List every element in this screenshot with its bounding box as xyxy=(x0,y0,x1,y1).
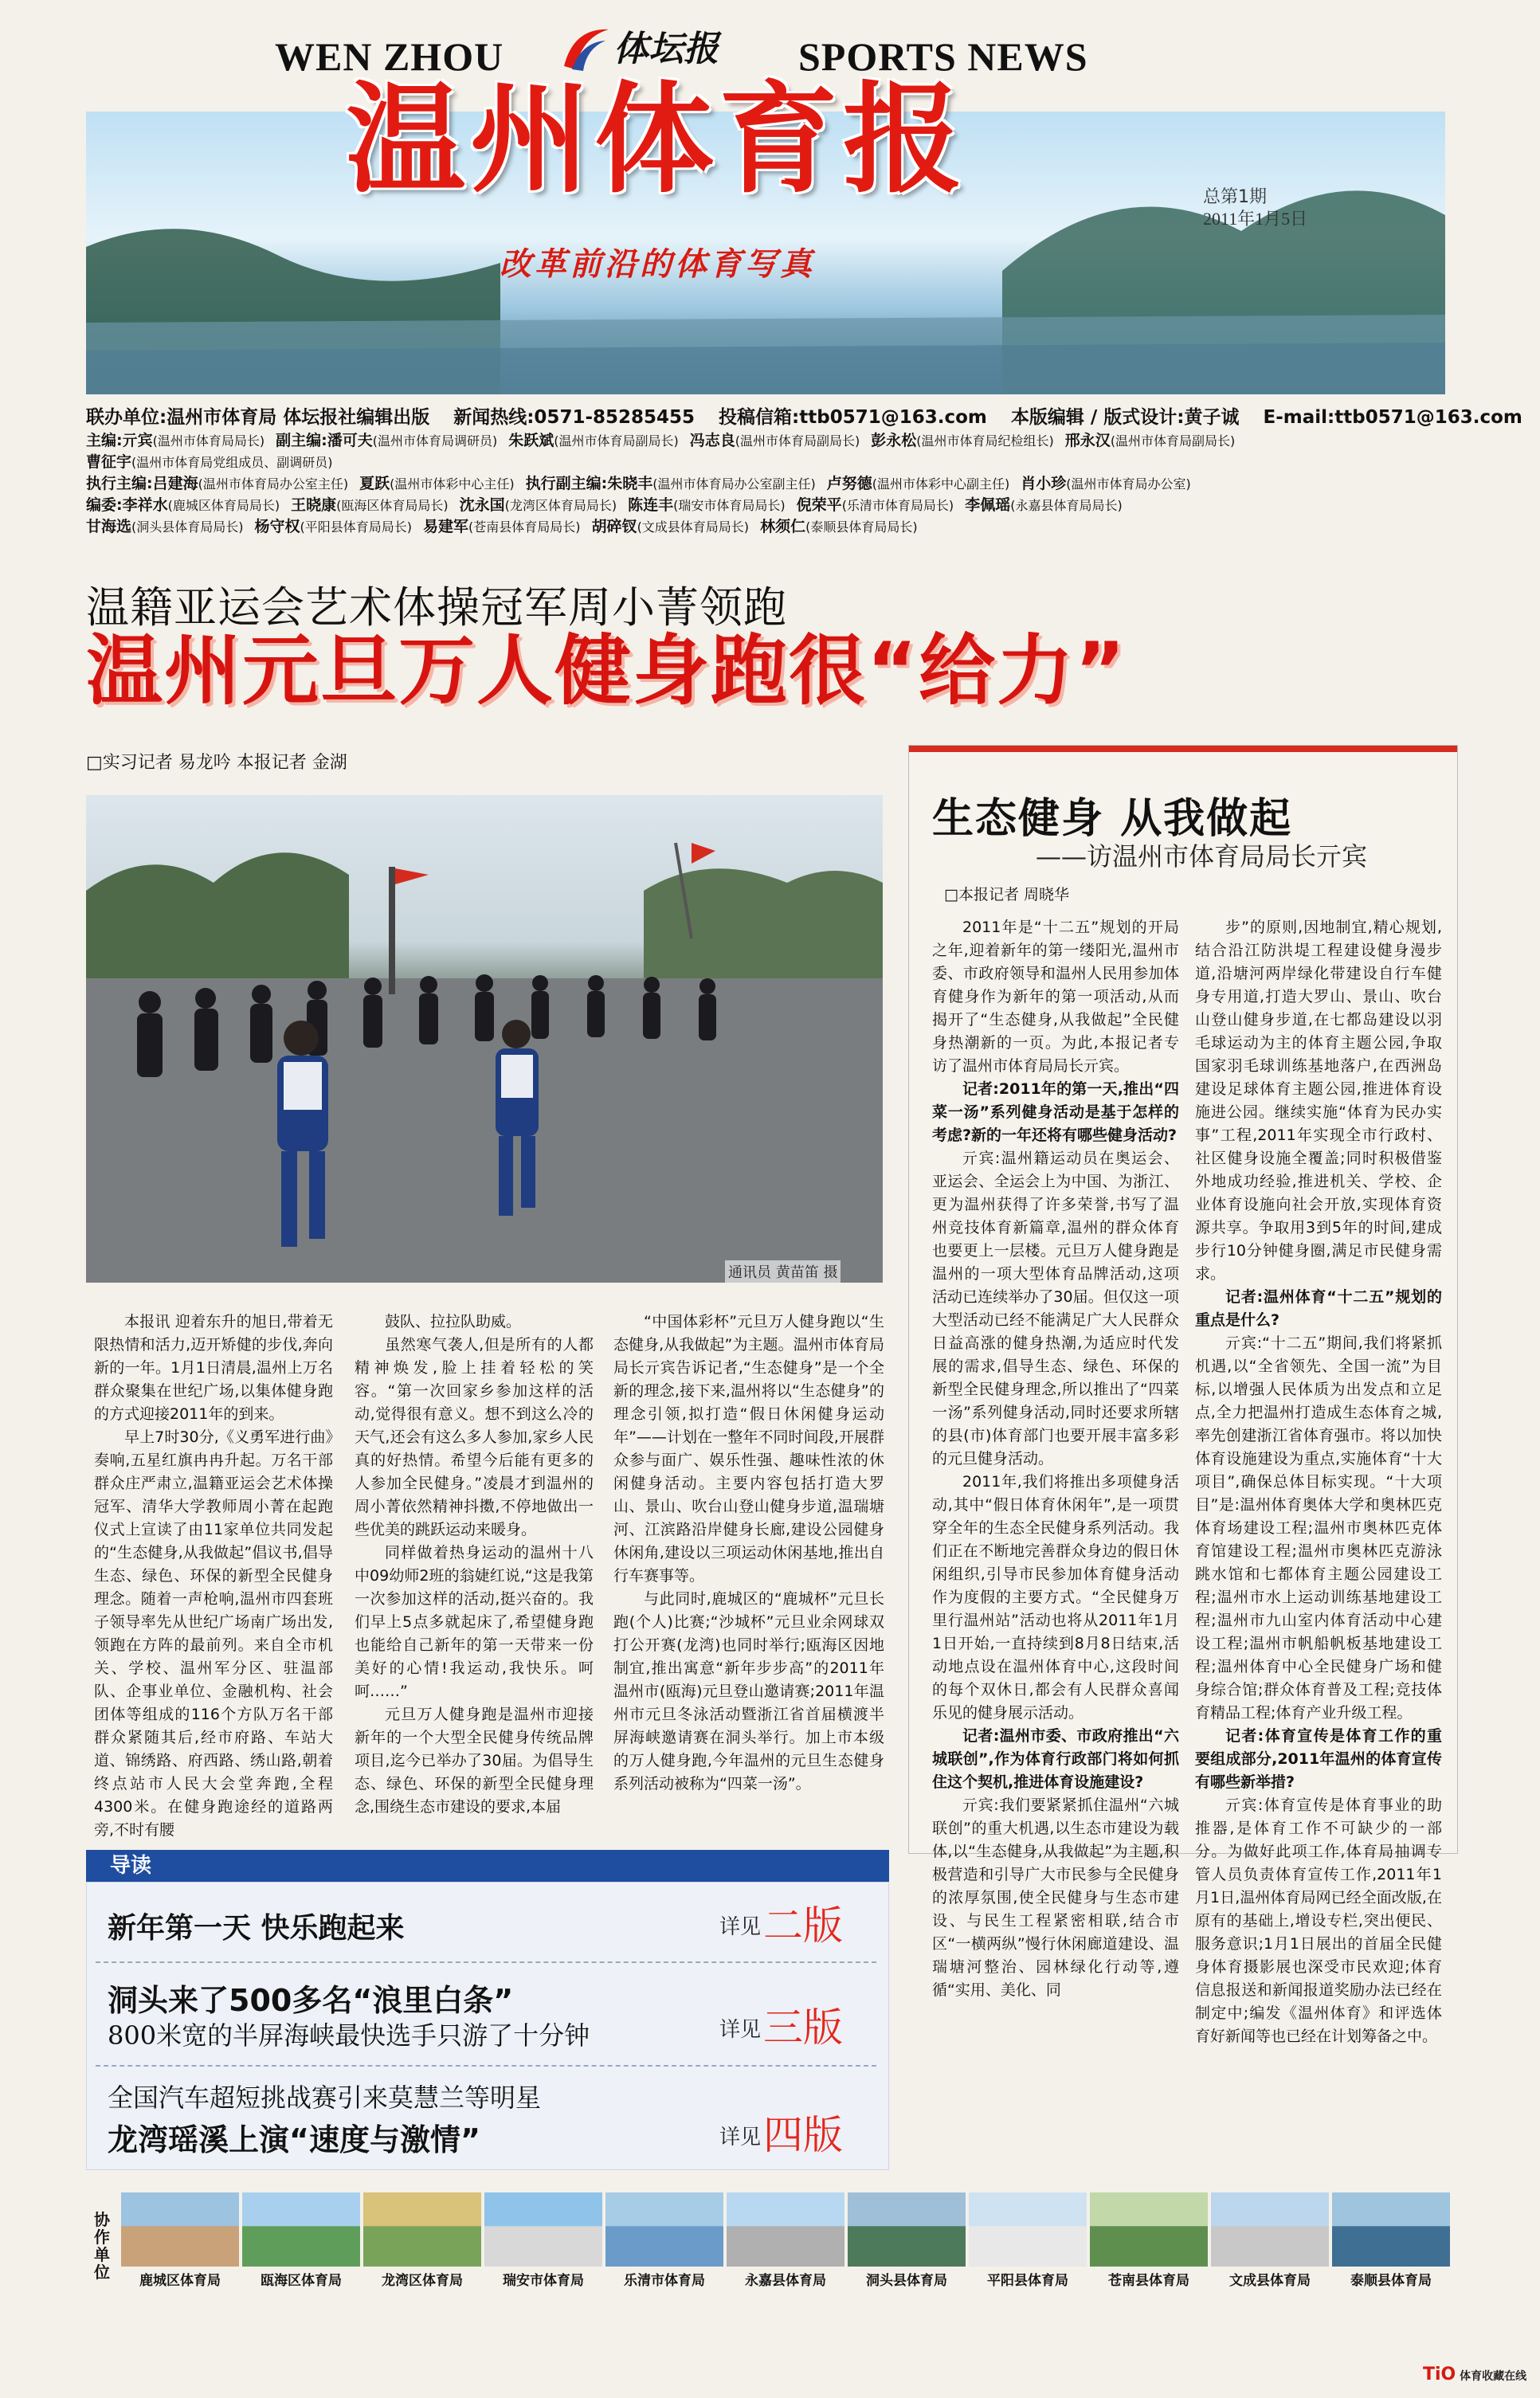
staff-title: (温州市体育局党组成员、副调研员) xyxy=(131,455,333,470)
masthead-english-left: WEN ZHOU xyxy=(275,34,504,79)
interview-question: 记者:温州市委、市政府推出“六城联创”,作为体育行政部门将如何抓住这个契机,推进体育设施建设? xyxy=(932,1727,1179,1791)
staff-title: (温州市体彩中心副主任) xyxy=(872,476,1010,492)
article-byline: □实习记者 易龙吟 本报记者 金湖 xyxy=(86,753,347,773)
interview-paragraph: 亓宾:体育宣传是体育事业的助推器,是体育工作不可缺少的一部分。为做好此项工作,体育局抽调专管人员负责体育宣传工作,2011年1月1日,温州体育局网已经全面改版,在原有的基础上,增设专栏,突出便民、服务意识;1月1日展出的首届全民健身体育摄影展也深受市民欢迎;体育信息报送和新闻报道奖励办法已经在制定中;编发《温州体育》和评选体育好新闻等也已经在计划筹备之中。 xyxy=(1195,1797,1442,2045)
cooperating-units-label: 协作单位 xyxy=(94,2210,110,2282)
unit-photo xyxy=(121,2192,239,2267)
unit-photo xyxy=(605,2192,723,2267)
staff-title: (瓯海区体育局局长) xyxy=(336,498,449,513)
staff-title: (温州市体育局办公室主任) xyxy=(198,476,349,492)
staff-title: (平阳县体育局局长) xyxy=(300,519,413,535)
staff-entry xyxy=(423,518,581,535)
runners-illustration xyxy=(86,795,883,1283)
staff-title: (文成县体育局局长) xyxy=(637,519,750,535)
unit-card[interactable] xyxy=(121,2192,239,2288)
staff-line xyxy=(86,430,1456,452)
editor-email: E-mail:ttb0571@163.com xyxy=(1263,407,1522,428)
unit-photo xyxy=(1332,2192,1450,2267)
paragraph: 早上7时30分,《义勇军进行曲》奏响,五星红旗冉冉升起。万名干部群众庄严肃立,温籍亚运会艺术体操冠军、清华大学教师周小菁在起跑仪式上宣读了由11家单位共同发起的“生态健身,从我做起”倡议书,倡导生态、绿色、环保的新型全民健身理念。随着一声枪响,温州市四套班子领导率先从世纪广场南广场出发,领跑在方阵的最前列。来自全市机关、学校、温州军分区、驻温部队、企事业单位、金融机构、社会团体等组成的116个方队万名干部群众紧随其后,经市府路、车站大道、锦绣路、府西路、绣山路,朝着终点站市人民大会堂奔跑,全程4300米。在健身跑途经的道路两旁,不时有腰 xyxy=(94,1428,333,1839)
photo-credit: 通讯员 黄苗笛 摄 xyxy=(725,1260,841,1283)
unit-card[interactable] xyxy=(1332,2192,1450,2288)
staff-entry xyxy=(86,453,333,471)
staff-name: 甘海选 xyxy=(86,518,132,535)
unit-card[interactable] xyxy=(484,2192,602,2288)
staff-name: 沈永国 xyxy=(459,496,505,514)
unit-label: 洞头县体育局 xyxy=(866,2273,947,2289)
unit-card[interactable] xyxy=(969,2192,1087,2288)
interview-paragraph: 步”的原则,因地制宜,精心规划,结合沿江防洪堤工程建设健身漫步道,沿塘河两岸绿化带建设自行车健身专用道,打造大罗山、景山、吹台山登山健身步道,在七都岛建设以羽毛球运动为主的体育主题公园,争取国家羽毛球训练基地落户,在西洲岛建设足球体育主题公园,推进体育设施进公园。继续实施“体育为民办实事”工程,2011年实现全市行政村、社区健身设施全覆盖;同时积极借鉴外地成功经验,推进机关、学校、企业体育设施向社会开放,实现体育资源共享。争取用3到5年的时间,建成步行10分钟健身圈,满足市民健身需求。 xyxy=(1195,919,1442,1283)
staff-title: (温州市体彩中心主任) xyxy=(390,476,515,492)
staff-name: 卢努德 xyxy=(826,475,872,492)
staff-role: 主编: xyxy=(86,432,123,449)
article-headline: 温州元旦万人健身跑很“给力” xyxy=(86,626,1127,715)
staff-title: (泰顺县体育局局长) xyxy=(805,519,918,535)
unit-label: 鹿城区体育局 xyxy=(139,2273,221,2289)
staff-title: (永嘉县体育局局长) xyxy=(1010,498,1123,513)
staff-title: (龙湾区体育局局长) xyxy=(504,498,617,513)
unit-label: 瓯海区体育局 xyxy=(261,2273,342,2289)
staff-title: (苍南县体育局局长) xyxy=(468,519,581,535)
page-editor: 本版编辑 / 版式设计:黄子诚 xyxy=(1010,407,1240,428)
staff-title: (洞头县体育局局长) xyxy=(131,519,244,535)
unit-label: 平阳县体育局 xyxy=(987,2273,1068,2289)
guide-title: 龙湾瑶溪上演“速度与激情” xyxy=(108,2122,480,2157)
interview-question: 记者:温州体育“十二五”规划的重点是什么? xyxy=(1195,1288,1442,1329)
unit-card[interactable] xyxy=(727,2192,844,2288)
unit-photo xyxy=(727,2192,844,2267)
unit-photo xyxy=(969,2192,1087,2267)
staff-entry xyxy=(592,518,750,535)
staff-entry xyxy=(86,518,244,535)
guide-divider xyxy=(96,2065,876,2067)
staff-entry xyxy=(965,496,1123,514)
paragraph: “中国体彩杯”元旦万人健身跑以“生态健身,从我做起”为主题。温州市体育局局长亓宾告诉记者,“生态健身”是一个全新的理念,接下来,温州将以“生态健身”的理念引领,拟打造“假日休闲健身运动年”——计划在一整年不同时间段,开展群众参与面广、娱乐性强、趣味性浓的休闲健身活动。主要内容包括打造大罗山、景山、吹台山登山健身步道,温瑞塘河、江滨路沿岸健身长廊,建设公园健身休闲角,建设以三项运动休闲基地,推出自行车赛事等。 xyxy=(613,1313,884,1585)
paragraph: 与此同时,鹿城区的“鹿城杯”元旦长跑(个人)比赛;“沙城杯”元旦业余网球双打公开赛(龙湾)也同时举行;瓯海区因地制宜,推出寓意“新年步步高”的2011年温州市(瓯海)元旦登山邀请赛;2011年温州市元旦冬泳活动暨浙江省首届横渡半屏海峡邀请赛在洞头举行。加上市本级的万人健身跑,今年温州的元旦生态健身系列活动被称为“四菜一汤”。 xyxy=(613,1590,884,1793)
staff-title: (温州市体育局调研员) xyxy=(372,433,498,449)
submission-email: 投稿信箱:ttb0571@163.com xyxy=(719,407,987,428)
interview-paragraph: 亓宾:“十二五”期间,我们将紧抓机遇,以“全省领先、全国一流”为目标,以增强人民体质为出发点和立足点,全力把温州打造成生态体育之城,率先创建浙江省体育强市。将以加快体育设施建设为重点,实施体育“十大项目”,确保总体目标实现。“十大项目”是:温州体育奥体大学和奥林匹克体育场建设工程;温州市奥林匹克体育馆建设工程;温州市奥林匹克游泳跳水馆和七都体育主题公园建设工程;温州市水上运动训练基地建设工程;温州市九山室内体育活动中心建设工程;温州市帆船帆板基地建设工程;温州体育中心全民健身广场和健身综合馆;群众体育普及工程;竞技体育精品工程;体育产业升级工程。 xyxy=(1195,1334,1442,1722)
staff-name: 杨守权 xyxy=(254,518,300,535)
unit-card[interactable] xyxy=(1090,2192,1208,2288)
unit-label: 泰顺县体育局 xyxy=(1350,2273,1432,2289)
staff-title: (温州市体育局办公室) xyxy=(1066,476,1191,492)
article-column-2 xyxy=(355,1311,594,1820)
interview-question: 记者:体育宣传是体育工作的重要组成部分,2011年温州的体育宣传有哪些新举措? xyxy=(1195,1727,1442,1791)
staff-name: 彭永松 xyxy=(871,432,917,449)
contact-line xyxy=(86,402,1522,429)
masthead-english-right: SPORTS NEWS xyxy=(798,34,1088,79)
staff-name: 倪荣平 xyxy=(796,496,842,514)
unit-label: 永嘉县体育局 xyxy=(745,2273,826,2289)
guide-see-label: 详见 xyxy=(719,2126,762,2149)
guide-divider xyxy=(96,1961,876,1963)
staff-entry xyxy=(86,496,280,514)
staff-name: 陈连丰 xyxy=(628,496,674,514)
staff-name: 冯志良 xyxy=(689,432,735,449)
guide-title: 新年第一天 快乐跑起来 xyxy=(108,1912,405,1945)
guide-see-label: 详见 xyxy=(719,1915,762,1939)
guide-subtitle: 800米宽的半屏海峡最快选手只游了十分钟 xyxy=(108,2020,590,2051)
staff-role: 副主编: xyxy=(276,432,327,449)
watermark xyxy=(1423,2365,1526,2384)
staff-role: 执行主编: xyxy=(86,475,153,492)
interview-paragraph: 2011年,我们将推出多项健身活动,其中“假日体育休闲年”,是一项贯穿全年的生态全民健身系列活动。我们正在不断地完善群众身边的假日休闲组织,引导市民参加体育健身活动作为度假的主要方式。“全民健身万里行温州站”活动也将从2011年1月1日开始,一直持续到8月8日结束,活动地点设在温州体育中心,这段时间的每个双休日,都会有人民群众喜闻乐见的健身展示活动。 xyxy=(932,1473,1179,1722)
staff-title: (温州市体育局副局长) xyxy=(735,433,860,449)
unit-card[interactable] xyxy=(605,2192,723,2288)
staff-entry xyxy=(628,496,786,514)
staff-entry xyxy=(359,475,515,492)
interview-title: 生态健身 从我做起 xyxy=(932,795,1293,843)
staff-name: 王晓康 xyxy=(291,496,337,514)
unit-label: 瑞安市体育局 xyxy=(503,2273,584,2289)
unit-card[interactable] xyxy=(1211,2192,1329,2288)
staff-line xyxy=(86,495,1456,516)
staff-line xyxy=(86,516,1456,538)
staff-line xyxy=(86,452,1456,473)
staff-name: 林须仁 xyxy=(760,518,806,535)
staff-entry xyxy=(291,496,449,514)
staff-name: 肖小珍 xyxy=(1021,475,1067,492)
newspaper-title: 温州体育报 xyxy=(346,69,968,210)
interview-byline: □本报记者 周晓华 xyxy=(944,886,1069,903)
staff-name: 朱晓丰 xyxy=(607,475,653,492)
staff-name: 易建军 xyxy=(423,518,469,535)
staff-name: 李祥水 xyxy=(122,496,168,514)
staff-line xyxy=(86,473,1456,495)
guide-subtitle: 全国汽车超短挑战赛引来莫慧兰等明星 xyxy=(108,2083,542,2113)
paragraph: 同样做着热身运动的温州十八中09幼师2班的翁婕红说,“这是我第一次参加这样的活动,挺兴奋的。我们早上5点多就起床了,希望健身跑也能给自己新年的第一天带来一份美好的心情!我运动,我快乐。呵呵……” xyxy=(355,1544,594,1700)
unit-label: 苍南县体育局 xyxy=(1108,2273,1189,2289)
article-column-3 xyxy=(613,1311,884,1820)
staff-entry xyxy=(760,518,918,535)
unit-label: 龙湾区体育局 xyxy=(382,2273,463,2289)
guide-see-label: 详见 xyxy=(719,2018,762,2042)
unit-label: 乐清市体育局 xyxy=(624,2273,705,2289)
unit-card[interactable] xyxy=(363,2192,481,2288)
watermark-brand: TiO xyxy=(1423,2365,1456,2384)
watermark-text: 体育收藏在线 xyxy=(1460,2370,1527,2383)
staff-name: 曹征宇 xyxy=(86,453,132,471)
staff-name: 邢永汉 xyxy=(1064,432,1111,449)
paragraph: 虽然寒气袭人,但是所有的人都精神焕发,脸上挂着轻松的笑容。“第一次回家乡参加这样的活动,觉得很有意义。想不到这么冷的天气,还会有这么多人参加,家乡人民真的好热情。希望今后能有更多的人参加全民健身。”凌晨才到温州的周小菁依然精神抖擞,不停地做出一些优美的跳跃运动来暖身。 xyxy=(355,1336,594,1538)
guide-page: 二版 xyxy=(763,1902,843,1949)
staff-name: 吕建海 xyxy=(152,475,198,492)
staff-entry xyxy=(1021,475,1191,492)
staff-name: 夏跃 xyxy=(359,475,390,492)
staff-entry xyxy=(690,432,860,449)
interview-question: 记者:2011年的第一天,推出“四菜一汤”系列健身活动是基于怎样的考虑?新的一年还将有哪些健身活动? xyxy=(932,1080,1179,1144)
issue-date: 2011年1月5日 xyxy=(1203,209,1308,229)
article-column-1 xyxy=(94,1311,333,1839)
issue-number: 总第1期 xyxy=(1203,187,1267,207)
staff-name: 亓宾 xyxy=(122,432,153,449)
staff-role: 编委: xyxy=(86,496,123,514)
staff-title: (乐清市体育局局长) xyxy=(841,498,954,513)
guide-title: 洞头来了500多名“浪里白条” xyxy=(108,1983,514,2018)
unit-card[interactable] xyxy=(848,2192,966,2288)
staff-entry xyxy=(1065,432,1236,449)
guide-header: 导读 xyxy=(86,1850,889,1882)
staff-name: 李佩瑶 xyxy=(965,496,1011,514)
interview-column-right xyxy=(1195,916,1442,2045)
guide-page: 三版 xyxy=(763,2004,843,2051)
paragraph: 本报讯 迎着东升的旭日,带着无限热情和活力,迈开矫健的步伐,奔向新的一年。1月1日清晨,温州上万名群众聚集在世纪广场,以集体健身跑的方式迎接2011年的到来。 xyxy=(94,1313,333,1423)
unit-card[interactable] xyxy=(242,2192,360,2288)
staff-title: (温州市体育局办公室副主任) xyxy=(652,476,816,492)
editorial-staff xyxy=(86,430,1456,538)
interview-accent-bar xyxy=(909,746,1457,752)
staff-entry xyxy=(86,432,265,449)
staff-title: (瑞安市体育局局长) xyxy=(673,498,786,513)
unit-photo xyxy=(363,2192,481,2267)
staff-role: 执行副主编: xyxy=(525,475,608,492)
guide-page: 四版 xyxy=(763,2112,843,2158)
staff-entry xyxy=(871,432,1054,449)
staff-title: (温州市体育局纪检组长) xyxy=(916,433,1054,449)
interview-column-left xyxy=(932,916,1179,1999)
news-photo xyxy=(86,795,883,1283)
staff-entry xyxy=(276,432,497,449)
news-hotline: 新闻热线:0571-85285455 xyxy=(453,407,696,428)
tantan-logo: 体坛报 xyxy=(613,29,719,69)
staff-name: 胡碎钗 xyxy=(591,518,637,535)
article-kicker: 温籍亚运会艺术体操冠军周小菁领跑 xyxy=(86,582,787,633)
unit-photo xyxy=(848,2192,966,2267)
paragraph: 鼓队、拉拉队助威。 xyxy=(385,1313,522,1330)
interview-paragraph: 亓宾:温州籍运动员在奥运会、亚运会、全运会上为中国、为浙江、更为温州获得了许多荣誉,书写了温州竞技体育新篇章,温州的群众体育也要更上一层楼。元旦万人健身跑是温州的一项大型体育品牌活动,这项活动已连续举办了30届。但仅这一项大型活动已经不能满足广大人民群众日益高涨的健身热潮,为适应时代发展的需求,倡导生态、绿色、环保的新型全民健身理念,所以推出了“四菜一汤”系列健身活动,同时还要求所辖的县(市)体育部门也要开展丰富多彩的元旦健身活动。 xyxy=(932,1150,1179,1467)
staff-entry xyxy=(797,496,954,514)
interview-paragraph: 亓宾:我们要紧紧抓住温州“六城联创”的重大机遇,以生态市建设为载体,以“生态健身,从我做起”为主题,积极营造和引导广大市民参与全民健身的浓厚氛围,使全民健身与生态市建设、与民生工程紧密相联,结合市区“一横两纵”慢行休闲廊道建设、温瑞塘河整治、园林绿化行动等,遵循“实用、美化、同 xyxy=(932,1797,1179,1999)
staff-title: (温州市体育局局长) xyxy=(152,433,265,449)
unit-label: 文成县体育局 xyxy=(1229,2273,1311,2289)
staff-entry xyxy=(86,475,348,492)
staff-name: 朱跃斌 xyxy=(508,432,554,449)
staff-entry xyxy=(526,475,816,492)
unit-photo xyxy=(1211,2192,1329,2267)
logo-swoosh-icon xyxy=(558,20,613,76)
paragraph: 元旦万人健身跑是温州市迎接新年的一个大型全民健身传统品牌项目,迄今已举办了30届。为倡导生态、绿色、环保的新型全民健身理念,围绕生态市建设的要求,本届 xyxy=(355,1706,594,1816)
staff-entry xyxy=(827,475,1010,492)
interview-subtitle: ——访温州市体育局局长亓宾 xyxy=(1036,841,1368,872)
staff-entry xyxy=(460,496,617,514)
staff-title: (鹿城区体育局局长) xyxy=(167,498,280,513)
interview-paragraph: 2011年是“十二五”规划的开局之年,迎着新年的第一缕阳光,温州市委、市政府领导和温州人民用参加体育健身作为新年的第一项活动,从而揭开了“生态健身,从我做起”全民健身热潮新的一页。为此,本报记者专访了温州市体育局局长亓宾。 xyxy=(932,919,1179,1075)
co-units: 联办单位:温州市体育局 体坛报社编辑出版 xyxy=(86,407,430,428)
staff-entry xyxy=(255,518,413,535)
unit-photo xyxy=(242,2192,360,2267)
staff-title: (温州市体育局副局长) xyxy=(1110,433,1236,449)
unit-photo xyxy=(1090,2192,1208,2267)
staff-name: 潘可夫 xyxy=(327,432,373,449)
staff-title: (温州市体育局副局长) xyxy=(554,433,679,449)
unit-photo xyxy=(484,2192,602,2267)
masthead-slogan: 改革前沿的体育写真 xyxy=(500,245,815,283)
staff-entry xyxy=(508,432,679,449)
